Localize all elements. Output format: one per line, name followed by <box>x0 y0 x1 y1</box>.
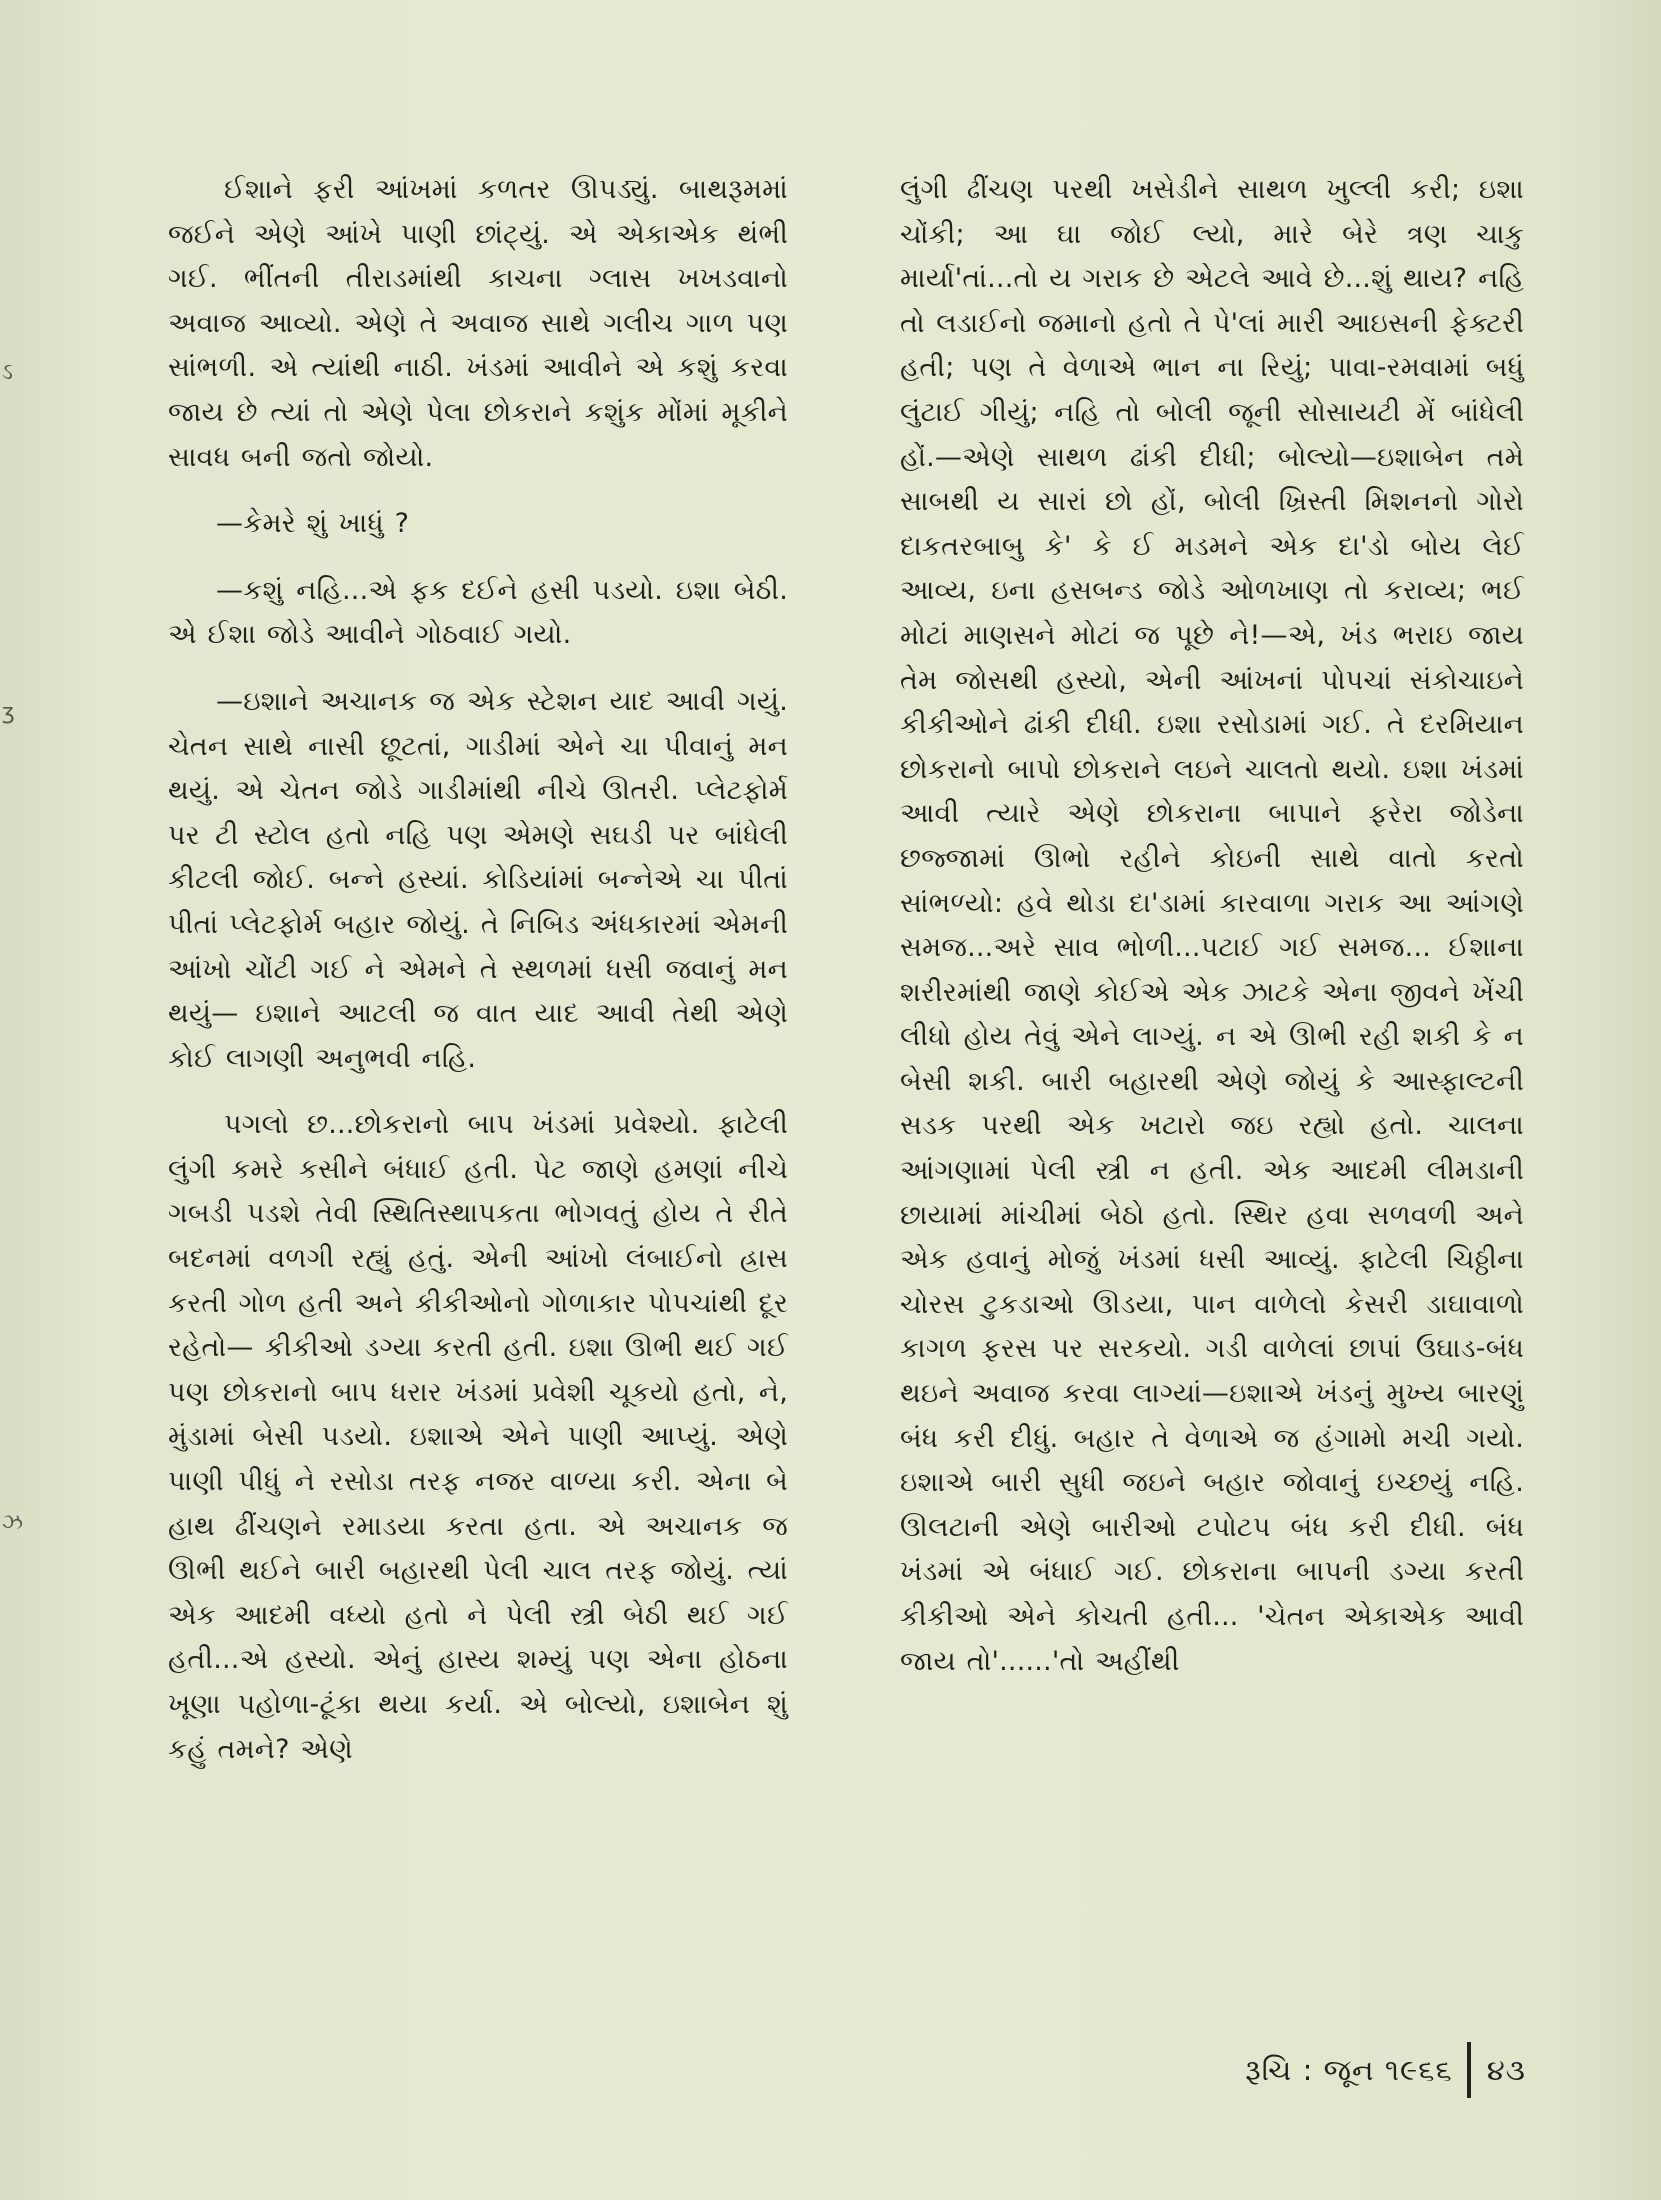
magazine-title: રૂચિ : જૂન ૧૯૬૬ <box>1245 2052 1453 2087</box>
paragraph: પગલો છ...છોકરાનો બાપ ખંડમાં પ્રવેશ્યો. ફાટેલી લુંગી કમરે કસીને બંધાઈ હતી. પેટ જાણે હમણાં નીચે ગબડી પડશે તેવી સ્થિતિસ્થાપકતા ભોગવતું હોય તે રીતે બદનમાં વળગી રહ્યું હતું. એની આંખો લંબાઈનો હ્રાસ કરતી ગોળ હતી અને કીકીઓનો ગોળાકાર પોપચાંથી દૂર રહેતો— કીકીઓ ડગ્યા કરતી હતી. ઇશા ઊભી થઈ ગઈ પણ છોકરાનો બાપ ધરાર ખંડમાં પ્રવેશી ચૂકયો હતો, ને, મુંડામાં બેસી પડયો. ઇશાએ એને પાણી આપ્યું. એણે પાણી પીધું ને રસોડા તરફ નજર વાળ્યા કરી. એના બે હાથ ઢીંચણને રમાડયા કરતા હતા. એ અચાનક જ ઊભી થઈને બારી બહારથી પેલી ચાલ તરફ જોયું. ત્યાં એક આદમી વધ્યો હતો ને પેલી સ્ત્રી બેઠી થઈ ગઈ હતી...એ હસ્યો. એનું હાસ્ય શમ્યું પણ એના હોઠના ખૂણા પહોળા-ટૂંકા થયા કર્યા. એ બોલ્યો, ઇશાબેન શું કહું તમને? એણે <box>168 1109 788 1765</box>
page-footer <box>1206 2040 1526 2100</box>
paragraph: ઈશાને ફરી આંખમાં કળતર ઊપડ્યું. બાથરૂમમાં જઈને એણે આંખે પાણી છાંટ્યું. એ એકાએક થંભી ગઈ. ભીંતની તીરાડમાંથી કાચના ગ્લાસ ખખડવાનો અવાજ આવ્યો. એણે તે અવાજ સાથે ગલીચ ગાળ પણ સાંભળી. એ ત્યાંથી નાઠી. ખંડમાં આવીને એ કશું કરવા જાય છે ત્યાં તો એણે પેલા છોકરાને કશુંક મોંમાં મૂકીને સાવધ બની જતો જોયો. <box>168 174 788 473</box>
right-text-column <box>900 168 1524 1684</box>
margin-mark-icon: ઽ <box>2 360 13 385</box>
left-text-column <box>168 168 788 1772</box>
paragraph: —કશું નહિ...એ ફક દઈને હસી પડયો. ઇશા બેઠી. એ ઈશા જોડે આવીને ગોઠવાઈ ગયો. <box>168 574 788 651</box>
paragraph: લુંગી ઢીંચણ પરથી ખસેડીને સાથળ ખુલ્લી કરી; ઇશા ચોંકી; આ ઘા જોઈ લ્યો, મારે બેરે ત્રણ ચાકુ માર્યા'તાં...તો ય ગરાક છે એટલે આવે છે...શું થાય? નહિ તો લડાઈનો જમાનો હતો તે પે'લાં મારી આઇસની ફેક્ટરી હતી; પણ તે વેળાએ ભાન ના રિયું; પાવા-રમવામાં બધું લુંટાઈ ગીયું; નહિ તો બોલી જૂની સોસાયટી મેં બાંધેલી હોં.—એણે સાથળ ઢાંકી દીધી; બોલ્યો—ઇશાબેન તમે સાબથી ય સારાં છો હોં, બોલી ખ્રિસ્તી મિશનનો ગોરો દાકતરબાબુ કે' કે ઈ મડમને એક દા'ડો બોય લેઈ આવ્ય, ઇના હસબન્ડ જોડે ઓળખાણ તો કરાવ્ય; ભઈ મોટાં માણસને મોટાં જ પૂછે ને!—એ, ખંડ ભરાઇ જાય તેમ જોસથી હસ્યો, એની આંખનાં પોપચાં સંકોચાઇને કીકીઓને ઢાંકી દીધી. ઇશા રસોડામાં ગઈ. તે દરમિયાન છોકરાનો બાપો છોકરાને લઇને ચાલતો થયો. ઇશા ખંડમાં આવી ત્યારે એણે છોકરાના બાપાને ફરેરા જોડેના છજ્જામાં ઊભો રહીને કોઇની સાથે વાતો કરતો સાંભળ્યો: હવે થોડા દા'ડામાં કારવાળા ગરાક આ આંગણે સમજ...અરે સાવ ભોળી...પટાઈ ગઈ સમજ... ઈશાના શરીરમાંથી જાણે કોઈએ એક ઝાટકે એના જીવને ખેંચી લીધો હોય તેવું એને લાગ્યું. ન એ ઊભી રહી શકી કે ન બેસી શકી. બારી બહારથી એણે જોયું કે આસ્ફાલ્ટની સડક પરથી એક ખટારો જઇ રહ્યો હતો. ચાલના આંગણામાં પેલી સ્ત્રી ન હતી. એક આદમી લીમડાની છાયામાં માંચીમાં બેઠો હતો. સ્થિર હવા સળવળી અને એક હવાનું મોજું ખંડમાં ધસી આવ્યું. ફાટેલી ચિઠ્ઠીના ચોરસ ટુકડાઓ ઊડયા, પાન વાળેલો કેસરી ડાઘાવાળો કાગળ ફરસ પર સરકયો. ગડી વાળેલાં છાપાં ઉઘાડ-બંધ થઇને અવાજ કરવા લાગ્યાં—ઇશાએ ખંડનું મુખ્ય બારણું બંધ કરી દીધું. બહાર તે વેળાએ જ હંગામો મચી ગયો. ઇશાએ બારી સુધી જઇને બહાર જોવાનું ઇચ્છયું નહિ. ઊલટાની એણે બારીઓ ટપોટપ બંધ કરી દીધી. બંધ ખંડમાં એ બંધાઈ ગઈ. છોકરાના બાપની ડગ્યા કરતી કીકીઓ એને કોચતી હતી... 'ચેતન એકાએક આવી જાય તો'......'તો અહીંથી <box>900 174 1524 1677</box>
margin-mark-icon: ʒ <box>2 700 15 725</box>
paragraph: —કેમરે શું ખાધું ? <box>216 508 410 540</box>
paragraph: —ઇશાને અચાનક જ એક સ્ટેશન યાદ આવી ગયું. ચેતન સાથે નાસી છૂટતાં, ગાડીમાં એને ચા પીવાનું મન થયું. એ ચેતન જોડે ગાડીમાંથી નીચે ઊતરી. પ્લેટફોર્મ પર ટી સ્ટોલ હતો નહિ પણ એમણે સઘડી પર બાંધેલી કીટલી જોઈ. બન્ને હસ્યાં. કોડિયાંમાં બન્નેએ ચા પીતાં પીતાં પ્લેટફોર્મ બહાર જોયું. તે નિબિડ અંધકારમાં એમની આંખો ચોંટી ગઈ ને એમને તે સ્થળમાં ધસી જવાનું મન થયું— ઇશાને આટલી જ વાત યાદ આવી તેથી એણે કોઈ લાગણી અનુભવી નહિ. <box>168 685 788 1074</box>
page-number: ૪૩ <box>1486 2052 1526 2087</box>
margin-mark-icon: ઝ <box>2 1510 23 1535</box>
footer-divider <box>1467 2042 1471 2098</box>
